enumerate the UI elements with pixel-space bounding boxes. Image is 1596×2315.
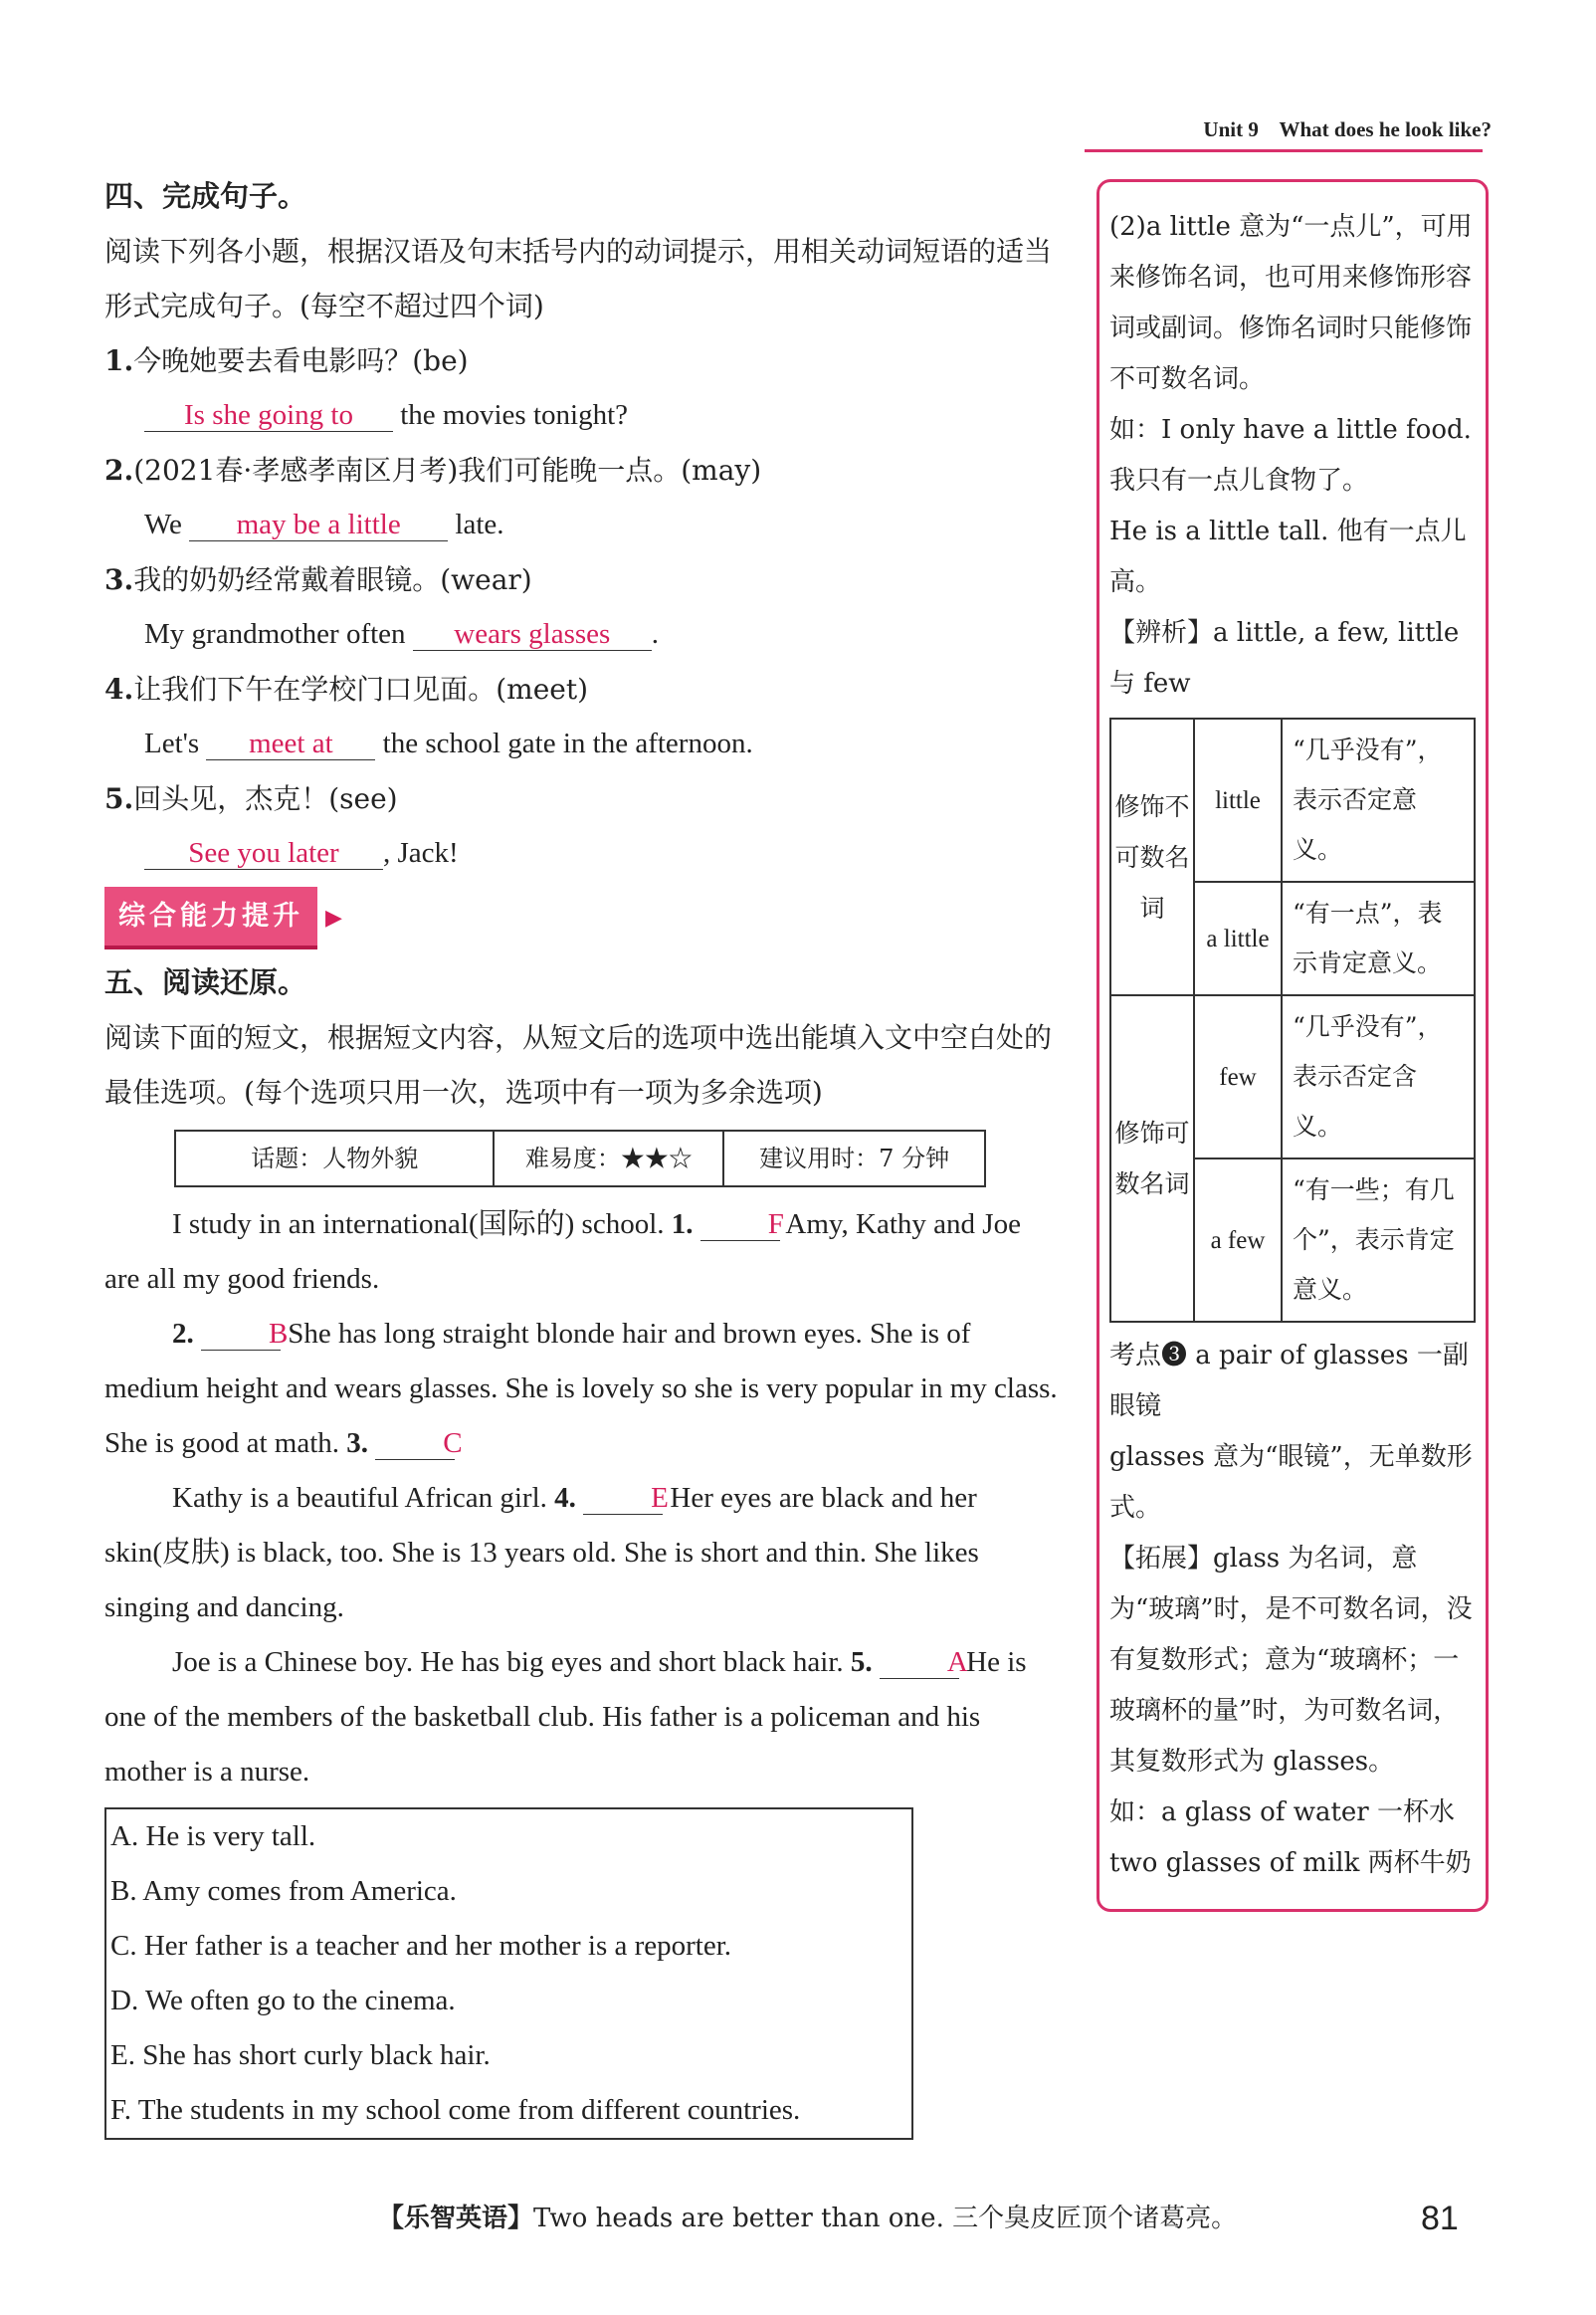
option-a: A. He is very tall.: [110, 1820, 316, 1852]
group-uncountable: 修饰不可数名词: [1110, 719, 1194, 995]
blank5-answer: A: [880, 1646, 959, 1679]
time-label: 建议用时：7 分钟: [759, 1145, 950, 1172]
note-glasses-point: 考点❸ a pair of glasses 一副眼镜: [1109, 1341, 1469, 1421]
q3-prompt: 3.我的奶奶经常戴着眼镜。(wear): [104, 563, 532, 596]
section4-title: 四、完成句子。: [104, 179, 307, 213]
note-example-3: 如：a glass of water 一杯水 two glasses of milk 两杯牛奶: [1109, 1797, 1472, 1878]
blank2-answer: B: [201, 1318, 281, 1351]
option-c: C. Her father is a teacher and her mother is a reporter.: [110, 1930, 732, 1962]
word-a-few: a few: [1194, 1158, 1282, 1322]
word-few: few: [1194, 995, 1282, 1158]
option-e: E. She has short curly black hair.: [110, 2039, 491, 2071]
passage-paragraph-2: 2. B She has long straight blonde hair and brown eyes. She is of medium height and wears glasses. She is lovely so she is very popular in my class. She is good at math. 3. C: [104, 1318, 1058, 1459]
blank4-answer: E: [583, 1482, 663, 1515]
note-a-little: (2)a little 意为“一点儿”，可用来修饰名词，也可用来修饰形容词或副词。修饰名词时只能修饰不可数名词。: [1109, 212, 1473, 394]
q3-answer: wears glasses: [413, 618, 652, 651]
q4-answer: meet at: [206, 728, 375, 760]
meaning-a-few: “有一些；有几个”，表示肯定意义。: [1282, 1158, 1475, 1322]
group-countable: 修饰可数名词: [1110, 995, 1194, 1322]
note-extension: 【拓展】glass 为名词，意为“玻璃”时，是不可数名词，没有复数形式；意为“玻璃杯；一玻璃杯的量”时，为可数名词，其复数形式为 glasses。: [1109, 1544, 1473, 1777]
section5-instruction: 阅读下面的短文，根据短文内容，从短文后的选项中选出能填入文中空白处的最佳选项。(每个选项只用一次，选项中有一项为多余选项): [104, 1021, 1053, 1109]
q5-prompt: 5.回头见，杰克！(see): [104, 782, 398, 815]
difficulty-label: 难易度：★★☆: [495, 1132, 724, 1185]
topic-bar: [174, 1130, 986, 1187]
q5-line: See you later , Jack!: [104, 826, 1060, 881]
option-f: F. The students in my school come from different countries.: [110, 2094, 801, 2126]
passage-paragraph-3: Kathy is a beautiful African girl. 4. E Her eyes are black and her skin(皮肤) is black, too. She is 13 years old. She is short and thin. She likes singing and dancing.: [104, 1482, 979, 1623]
section5-title: 五、阅读还原。: [104, 965, 307, 999]
q2-prompt: 2.(2021春·孝感孝南区月考)我们可能晚一点。(may): [104, 454, 762, 487]
passage-paragraph-4: Joe is a Chinese boy. He has big eyes and short black hair. 5. A He is one of the members of the basketball club. His father is a policeman and his mother is a nurse.: [104, 1646, 1027, 1788]
footer: [378, 2198, 1237, 2234]
unit-title: What does he look like?: [1279, 117, 1492, 141]
comparison-table: [1109, 718, 1476, 1323]
option-d: D. We often go to the cinema.: [110, 1985, 456, 2016]
q1-prompt: 1.今晚她要去看电影吗？(be): [104, 344, 469, 377]
footer-brand: 【乐智英语】: [378, 2204, 534, 2233]
note-glasses-meaning: glasses 意为“眼镜”，无单数形式。: [1109, 1442, 1473, 1523]
main-column: [104, 169, 1060, 2140]
page-number: 81: [1421, 2200, 1459, 2237]
meaning-few: “几乎没有”，表示否定含义。: [1282, 995, 1475, 1158]
note-comparison: 【辨析】a little, a few, little 与 few: [1109, 618, 1460, 699]
note-example-2: He is a little tall. 他有一点儿高。: [1109, 517, 1467, 597]
section-banner: [104, 887, 342, 949]
options-box: [104, 1807, 913, 2140]
arrow-icon: ▶: [325, 906, 342, 931]
q4-line: Let's meet at the school gate in the afternoon.: [144, 728, 753, 759]
q3-line: My grandmother often wears glasses .: [144, 618, 660, 650]
q4-prompt: 4.让我们下午在学校门口见面。(meet): [104, 673, 589, 706]
meaning-a-little: “有一点”，表示肯定意义。: [1282, 882, 1475, 995]
note-example-1: 如：I only have a little food. 我只有一点儿食物了。: [1109, 415, 1472, 496]
banner-label: 综合能力提升: [104, 887, 317, 949]
blank3-answer: C: [375, 1427, 455, 1460]
blank1-answer: F: [700, 1208, 780, 1241]
running-header: [1203, 117, 1492, 142]
header-rule: [1085, 149, 1483, 152]
unit-label: Unit 9: [1203, 117, 1259, 141]
word-little: little: [1194, 719, 1282, 882]
q1-line: Is she going to the movies tonight?: [104, 388, 1060, 443]
section4-instruction: 阅读下列各小题，根据汉语及句末括号内的动词提示，用相关动词短语的适当形式完成句子。(每空不超过四个词): [104, 235, 1053, 322]
q2-answer: may be a little: [189, 509, 448, 541]
word-a-little: a little: [1194, 882, 1282, 995]
topic-label: 话题：人物外貌: [176, 1132, 495, 1185]
passage-paragraph-1: I study in an international(国际的) school. 1. F Amy, Kathy and Joe are all my good friends.: [104, 1208, 1021, 1295]
q1-answer: Is she going to: [144, 399, 393, 432]
q2-line: We may be a little late.: [144, 509, 504, 540]
footer-proverb: Two heads are better than one. 三个臭皮匠顶个诸葛亮。: [533, 2204, 1238, 2233]
option-b: B. Amy comes from America.: [110, 1875, 457, 1907]
meaning-little: “几乎没有”，表示否定意义。: [1282, 719, 1475, 882]
q5-answer: See you later: [144, 837, 383, 870]
sidebar-notes: [1097, 179, 1489, 1912]
